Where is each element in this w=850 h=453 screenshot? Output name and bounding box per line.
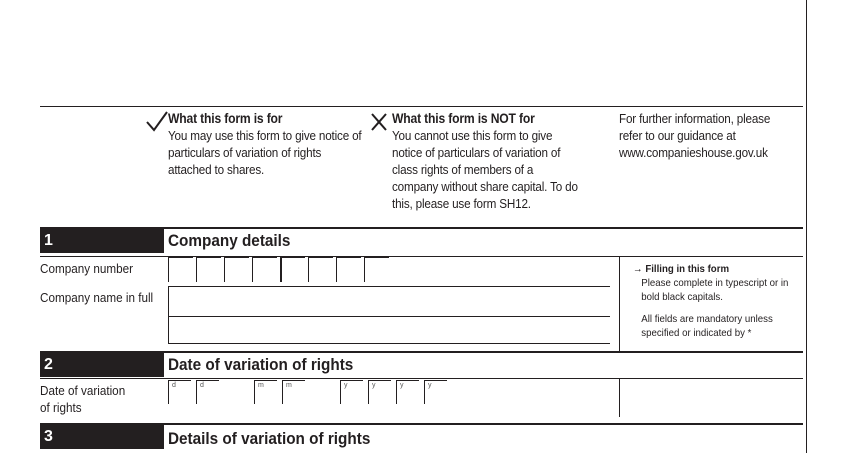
- date-year-3-hint: y: [400, 382, 404, 389]
- check-icon: [146, 110, 168, 132]
- company-name-label: Company name in full: [40, 290, 154, 305]
- company-number-cell[interactable]: [280, 257, 305, 282]
- date-day-1[interactable]: [168, 380, 191, 404]
- company-number-cell[interactable]: [252, 257, 277, 282]
- what-form-is-not-for-text: You cannot use this form to give notice of particulars of variation of class rights of members of a company without share capital. To do this, please use form SH12.: [392, 128, 578, 211]
- section2-side-divider: [619, 379, 620, 417]
- date-year-4-hint: y: [428, 382, 432, 389]
- company-number-cell[interactable]: [196, 257, 221, 282]
- company-number-label: Company number: [40, 261, 133, 276]
- further-info-text: For further information, please refer to our guidance at www.companieshouse.gov.uk: [619, 111, 771, 160]
- company-number-cell[interactable]: [308, 257, 333, 282]
- filling-in-note-heading: → Filling in this form: [633, 263, 730, 275]
- filling-in-note-line2: All fields are mandatory unless specified or indicated by *: [641, 313, 773, 339]
- date-month-2-hint: m: [286, 382, 292, 389]
- section1-header-rule: [40, 256, 803, 257]
- side-note-divider: [619, 257, 620, 353]
- date-month-2[interactable]: [282, 380, 305, 404]
- page-right-border: [806, 0, 807, 453]
- company-number-cell[interactable]: [364, 257, 389, 282]
- further-info: [619, 110, 795, 161]
- date-month-1[interactable]: [254, 380, 277, 404]
- filling-in-note: [633, 262, 799, 340]
- section2-title: Date of variation of rights: [168, 355, 354, 374]
- company-number-cell[interactable]: [168, 257, 193, 282]
- what-form-is-not-for: [392, 110, 581, 212]
- what-form-is-for-heading: What this form is for: [168, 111, 283, 126]
- date-day-1-hint: d: [172, 382, 176, 389]
- company-number-cell[interactable]: [336, 257, 361, 282]
- date-year-1[interactable]: [340, 380, 363, 404]
- date-year-2[interactable]: [368, 380, 391, 404]
- cross-icon: [370, 112, 388, 132]
- what-form-is-for-text: You may use this form to give notice of particulars of variation of rights attached to shares.: [168, 128, 362, 177]
- company-number-cell[interactable]: [224, 257, 249, 282]
- date-year-1-hint: y: [344, 382, 348, 389]
- filling-in-note-line1: Please complete in typescript or in bold black capitals.: [641, 277, 789, 303]
- what-form-is-for: [168, 110, 362, 178]
- date-day-2-hint: d: [200, 382, 204, 389]
- what-form-is-not-for-heading: What this form is NOT for: [392, 111, 535, 126]
- section1-title: Company details: [168, 231, 291, 250]
- date-of-variation-label: Date of variation of rights: [40, 383, 126, 415]
- date-year-4[interactable]: [424, 380, 447, 404]
- section2-number: 2: [40, 353, 164, 377]
- date-year-2-hint: y: [372, 382, 376, 389]
- section1-number: 1: [40, 229, 164, 253]
- date-month-1-hint: m: [258, 382, 264, 389]
- section2-header-rule: [40, 378, 803, 379]
- date-year-3[interactable]: [396, 380, 419, 404]
- section3-title: Details of variation of rights: [168, 429, 371, 448]
- section3-number: 3: [40, 425, 164, 449]
- date-day-2[interactable]: [196, 380, 219, 404]
- intro-top-rule: [40, 106, 803, 107]
- company-name-input-line2[interactable]: [168, 317, 610, 344]
- company-name-input-line1[interactable]: [168, 286, 610, 317]
